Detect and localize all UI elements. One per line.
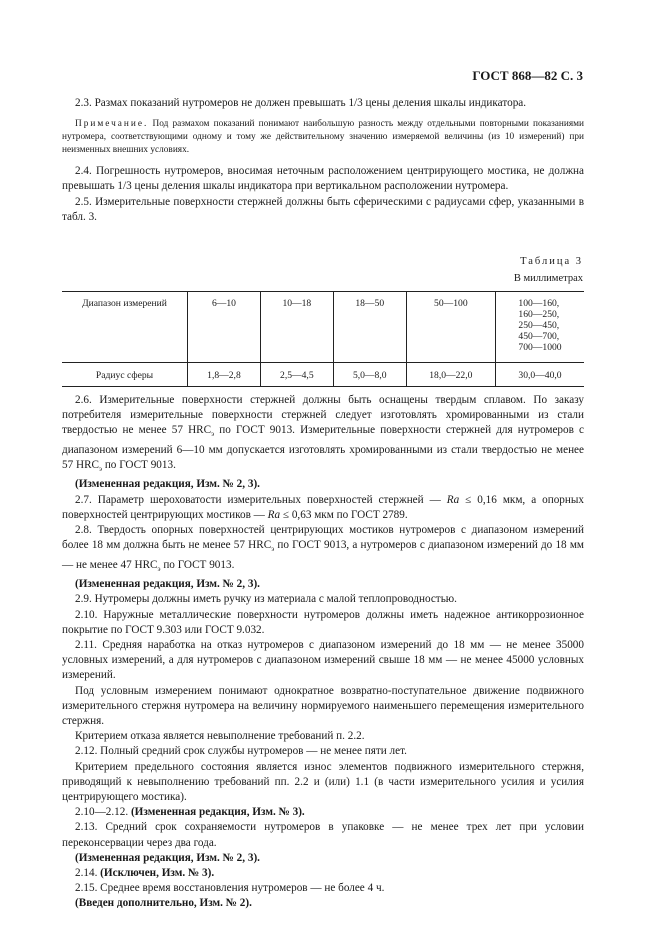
table-3: [62, 291, 584, 387]
table-row: [62, 292, 584, 363]
para-2-13: 2.13. Средний срок сохраняемости нутромеров в упаковке — не менее трех лет при условии переконсервации через два года.: [62, 821, 584, 849]
table-cell: Диапазон измерений: [62, 292, 188, 363]
para-2-12: 2.12. Полный средний срок службы нутромеров — не менее пяти лет.: [75, 745, 407, 758]
para-2-11-b: Под условным измерением понимают однократное возвратно-поступательное движение подвижного измерительного стержня нутромера на величину нормируемого наименьшего перемещения измерительного стержня.: [62, 684, 584, 727]
para-2-10-2-12: 2.10—2.12. (Измененная редакция, Изм. № 3).: [75, 806, 305, 819]
para-2-6: 2.6. Измерительные поверхности стержней должны быть оснащены твердым сплавом. По заказу потребителя измерительные поверхности стержней следует изготовлять хромированными из стали твердостью не менее 57 $HRC_э$ по ГОСТ 9013. Измерительные поверхности стержней для нутромеров с диапазоном измерений 6—10 мм допускается изготовлять хромированными из стали твердостью не менее 57 $HRC_э$ по ГОСТ 9013.: [62, 394, 584, 474]
para-2-8: 2.8. Твердость опорных поверхностей центрирующих мостиков нутромеров с диапазоном измерений более 18 мм должна быть не менее 57 $HRC_э$ по ГОСТ 9013, а нутромеров с диапазоном измерений до 18 мм — не менее 47 $HRC_э$ по ГОСТ 9013.: [62, 524, 584, 573]
note: [62, 118, 584, 157]
table-caption: Таблица 3: [520, 256, 583, 267]
para-2-14: 2.14. (Исключен, Изм. № 3).: [75, 867, 215, 880]
table-cell: 18,0—22,0: [406, 363, 495, 387]
para-2-9: 2.9. Нутромеры должны иметь ручку из материала с малой теплопроводностью.: [75, 593, 457, 606]
para-2-15: 2.15. Среднее время восстановления нутромеров — не более 4 ч.: [75, 882, 385, 895]
page-header: ГОСТ 868—82 С. 3: [472, 68, 583, 83]
range-item: 160—250,: [518, 309, 560, 320]
note-text: Под размахом показаний понимают наибольшую разность между отдельными повторными показаниями нутромера, соответствующими одному и тому же действительному значению измеряемой величины (из 10 измерений) при неизменных внешних условиях.: [62, 119, 584, 156]
amendment-note: (Измененная редакция, Изм. № 2, 3).: [75, 851, 260, 864]
range-item: 250—450,: [518, 320, 560, 331]
range-list: [518, 298, 561, 353]
para-2-10: 2.10. Наружные металлические поверхности нутромеров должны иметь надежное антикоррозионное покрытие по ГОСТ 9.303 или ГОСТ 9.032.: [62, 608, 584, 636]
table-cell: 2,5—4,5: [260, 363, 333, 387]
table-cell: 6—10: [188, 292, 261, 363]
table-cell: 50—100: [406, 292, 495, 363]
table-cell: 1,8—2,8: [188, 363, 261, 387]
table-row: [62, 363, 584, 387]
amendment-note: (Измененная редакция, Изм. № 2, 3).: [75, 578, 260, 591]
para-2-3: 2.3. Размах показаний нутромеров не должен превышать 1/3 цены деления шкалы индикатора.: [75, 97, 527, 109]
range-item: 450—700,: [518, 331, 560, 342]
range-item: 700—1000: [518, 342, 562, 353]
body-text: [62, 393, 584, 912]
para-2-11: 2.11. Средняя наработка на отказ нутромеров с диапазоном измерений до 18 мм — не менее 35000 условных измерений, а для нутромеров с диапазоном измерений свыше 18 мм — не менее 45000 условных измерений.: [62, 638, 584, 682]
para-2-4: 2.4. Погрешность нутромеров, вносимая неточным расположением центрирующего мостика, не должна превышать 1/3 цены деления шкалы индикатора при вертикальном расположении нутромера.: [62, 165, 584, 193]
para-2-5: 2.5. Измерительные поверхности стержней должны быть сферическими с радиусами сфер, указанными в табл. 3.: [62, 195, 584, 223]
para-2-11-c: Критерием отказа является невыполнение требований п. 2.2.: [75, 730, 365, 743]
table-cell: Радиус сферы: [62, 363, 188, 387]
amendment-note: (Введен дополнительно, Изм. № 2).: [75, 897, 252, 910]
note-label: Примечание.: [75, 119, 149, 130]
range-item: 100—160,: [518, 298, 560, 309]
table-cell: 10—18: [260, 292, 333, 363]
table-cell: 30,0—40,0: [495, 363, 584, 387]
table-cell: 5,0—8,0: [333, 363, 406, 387]
table-cell: [495, 292, 584, 363]
table-cell: 18—50: [333, 292, 406, 363]
para-2-7: 2.7. Параметр шероховатости измерительных поверхностей стержней — Ra ≤ 0,16 мкм, а опорных поверхностей центрирующих мостиков — Ra ≤ 0,63 мкм по ГОСТ 2789.: [62, 493, 584, 521]
table-units: В миллиметрах: [513, 273, 583, 284]
para-2-12-b: Критерием предельного состояния является износ элементов подвижного измерительного стержня, приводящий к невыполнению требований пп. 2.2 и (или) 1.1 (в части измерительного усилия и усилия центрирующего мостика).: [62, 760, 584, 804]
top-text: [62, 96, 584, 225]
amendment-note: (Измененная редакция, Изм. № 2, 3).: [75, 478, 260, 491]
